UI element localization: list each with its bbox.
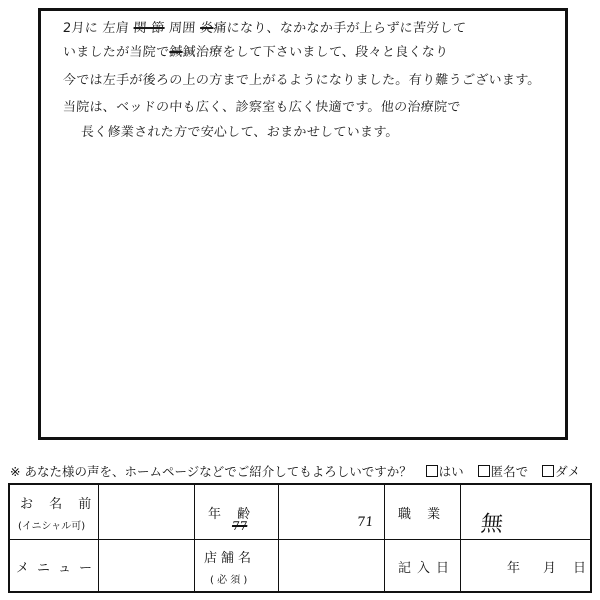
column-divider <box>194 485 195 591</box>
message-line-2 <box>62 41 449 60</box>
store-label: 店舗名 <box>204 551 256 566</box>
checkbox-no[interactable] <box>542 465 554 477</box>
consent-question <box>10 462 580 480</box>
strikethrough-text: 炎 <box>199 21 214 36</box>
option-no-label: ダメ <box>555 464 581 479</box>
age-value: 71 <box>356 515 375 530</box>
name-label: お 名 前 <box>20 497 98 512</box>
age-struck-value: 77 <box>231 519 249 533</box>
message-line-1-end: 痛になり、なかなか手が上らずに苦労して <box>212 21 467 36</box>
date-day-label: 日 <box>573 561 593 576</box>
name-field[interactable] <box>99 485 194 539</box>
message-line-1-middle: 周囲 <box>168 21 197 36</box>
column-divider <box>384 485 385 591</box>
message-line-5: 長く修業された方で安心して、おまかせしています。 <box>80 125 400 140</box>
checkbox-anonymous[interactable] <box>478 465 490 477</box>
occupation-field[interactable] <box>461 485 592 539</box>
age-label: 年 齢 <box>208 507 257 522</box>
store-field[interactable] <box>279 540 384 593</box>
date-month-label: 月 <box>543 561 563 576</box>
entry-date-label: 記入日 <box>398 561 456 576</box>
option-yes-label: はい <box>438 464 464 479</box>
message-line-2-end: 鍼治療をして下さいまして、段々と良くなり <box>182 45 449 60</box>
menu-label: メニュー <box>16 561 101 576</box>
message-line-4: 当院は、ベッドの中も広く、診察室も広く快適です。他の治療院で <box>62 100 462 115</box>
date-year-label: 年 <box>507 561 527 576</box>
message-line-1-start: 2月に 左肩 <box>62 21 130 36</box>
option-anonymous-label: 匿名で <box>490 464 529 479</box>
store-sublabel: ( 必 須 ) <box>210 575 248 586</box>
consent-prompt: ※ あなた様の声を、ホームページなどでご紹介してもよろしいですか？ <box>10 464 412 479</box>
name-sublabel: (イニシャル可) <box>18 521 86 532</box>
message-line-1 <box>62 17 467 36</box>
strikethrough-text: 関 節 <box>132 21 166 36</box>
entry-date-field[interactable] <box>461 540 592 593</box>
message-box <box>38 8 568 440</box>
occupation-value: 無 <box>479 512 505 537</box>
occupation-label: 職 業 <box>398 507 447 522</box>
checkbox-yes[interactable] <box>426 465 438 477</box>
age-field[interactable] <box>279 485 384 539</box>
message-line-2-start: いましたが当院で <box>62 45 170 60</box>
strikethrough-text: 鍼 <box>168 45 184 60</box>
info-table <box>8 483 592 593</box>
message-line-3: 今では左手が後ろの上の方まで上がるようになりました。有り難うございます。 <box>62 73 542 88</box>
menu-field[interactable] <box>99 540 194 593</box>
